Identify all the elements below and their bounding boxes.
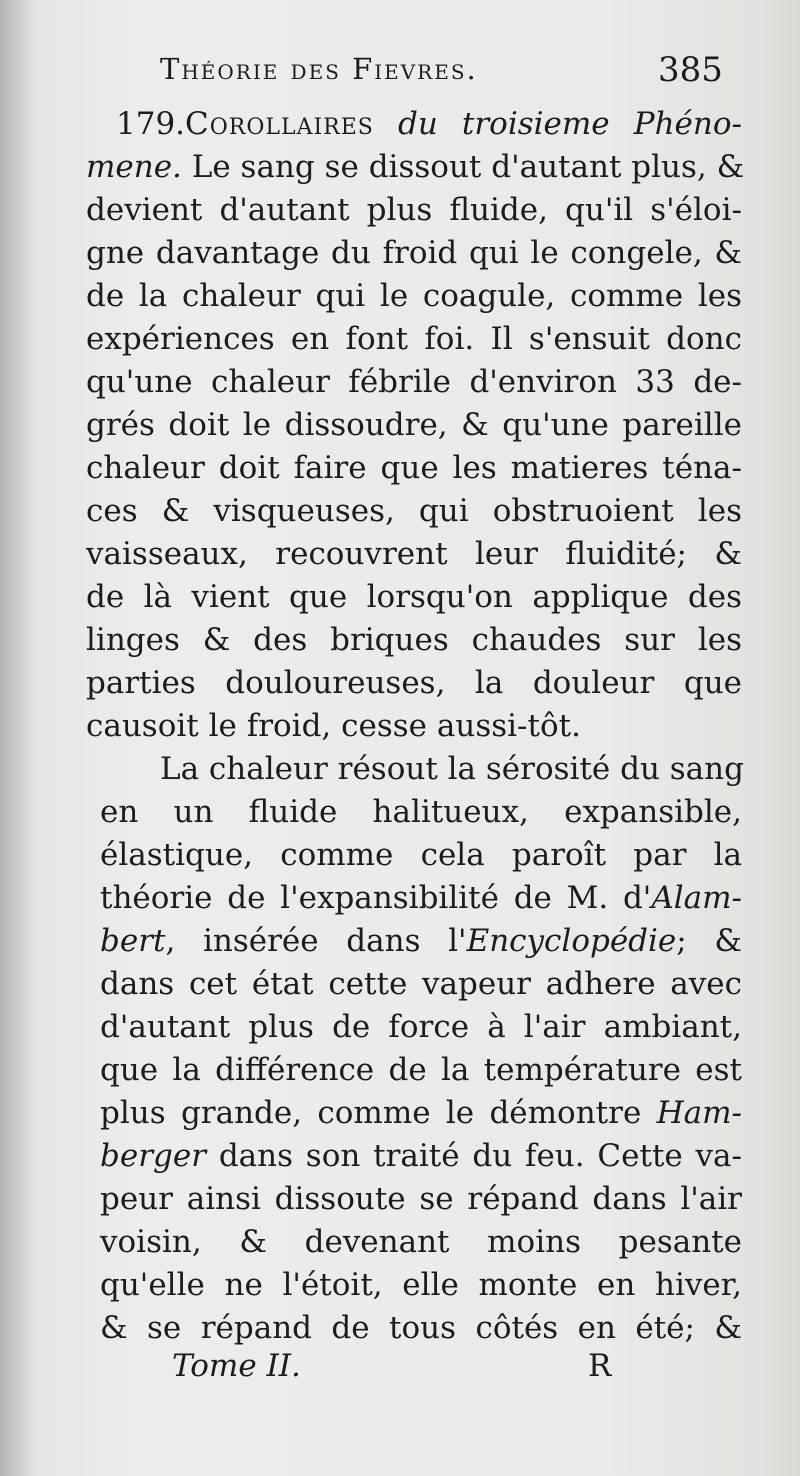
- text-line: vaisseaux, recouvrent leur fluidité; &: [86, 536, 742, 572]
- italic-name: bert: [100, 923, 166, 959]
- text-line: que la différence de la température est: [100, 1052, 742, 1088]
- text-line: voisin, & devenant moins pesante: [100, 1224, 742, 1260]
- text-segment: Le sang se dissout d'autant plus, &: [181, 149, 745, 185]
- text-line: linges & des briques chaudes sur les: [86, 622, 742, 658]
- text-line: élastique, comme cela paroît par la: [100, 837, 742, 873]
- text-line: parties douloureuses, la douleur que: [86, 665, 742, 701]
- text-segment: plus grande, comme le démontre: [100, 1095, 657, 1131]
- text-line: en un fluide halitueux, expansible,: [100, 794, 742, 830]
- text-line: [86, 146, 745, 189]
- text-line: gne davantage du froid qui le congele, &: [86, 235, 742, 271]
- text-line: expériences en font foi. Il s'ensuit donc: [86, 321, 742, 357]
- text-line: [86, 877, 742, 920]
- page-footer: [172, 1348, 632, 1388]
- text-line: de là vient que lorsqu'on applique des: [86, 579, 742, 615]
- signature-mark: R: [588, 1348, 612, 1384]
- running-head-title: Théorie des Fievres.: [160, 52, 478, 86]
- spine-shadow: [0, 0, 34, 1476]
- paragraph-number: 179.: [116, 106, 186, 142]
- text-line: devient d'autant plus fluide, qu'il s'éloi-: [86, 192, 742, 228]
- running-head: [160, 52, 770, 98]
- text-line: peur ainsi dissoute se répand dans l'air: [100, 1181, 742, 1217]
- italic-name: berger: [100, 1138, 207, 1174]
- paragraph-heading-italic: du troisieme Phéno-: [397, 106, 742, 142]
- text-segment: théorie de l'expansibilité de M. d': [100, 880, 652, 916]
- text-line: dans cet état cette vapeur adhere avec: [100, 966, 742, 1002]
- text-line-last: causoit le froid, cesse aussi-tôt.: [86, 708, 581, 744]
- text-line: [86, 920, 742, 963]
- italic-name: Alam-: [651, 880, 742, 916]
- text-line: d'autant plus de force à l'air ambiant,: [100, 1009, 742, 1045]
- body-text: [86, 103, 745, 1350]
- text-line: [86, 1092, 742, 1135]
- paragraph-start-line: La chaleur résout la sérosité du sang: [160, 751, 744, 787]
- text-line: qu'elle ne l'étoit, elle monte en hiver,: [100, 1267, 742, 1303]
- text-line: [86, 1135, 742, 1178]
- text-line: chaleur doit faire que les matieres téna-: [86, 450, 742, 486]
- paragraph-heading-line: [86, 103, 742, 146]
- volume-label: Tome II.: [172, 1348, 301, 1384]
- text-line: ces & visqueuses, qui obstruoient les: [86, 493, 742, 529]
- italic-title: Encyclopédie: [466, 923, 677, 959]
- page-number: 385: [658, 50, 723, 90]
- text-segment: ; &: [676, 923, 742, 959]
- text-line: & se répand de tous côtés en été; &: [100, 1310, 742, 1346]
- text-segment: dans son traité du feu. Cette va-: [206, 1138, 742, 1174]
- paragraph-heading-caps: Corollaires: [185, 106, 374, 142]
- text-segment: , insérée dans l': [165, 923, 467, 959]
- italic-name: Ham-: [656, 1095, 742, 1131]
- italic-word: mene.: [86, 149, 182, 185]
- text-line: qu'une chaleur fébrile d'environ 33 de-: [86, 364, 742, 400]
- text-line: grés doit le dissoudre, & qu'une pareille: [86, 407, 742, 443]
- text-line: de la chaleur qui le coagule, comme les: [86, 278, 742, 314]
